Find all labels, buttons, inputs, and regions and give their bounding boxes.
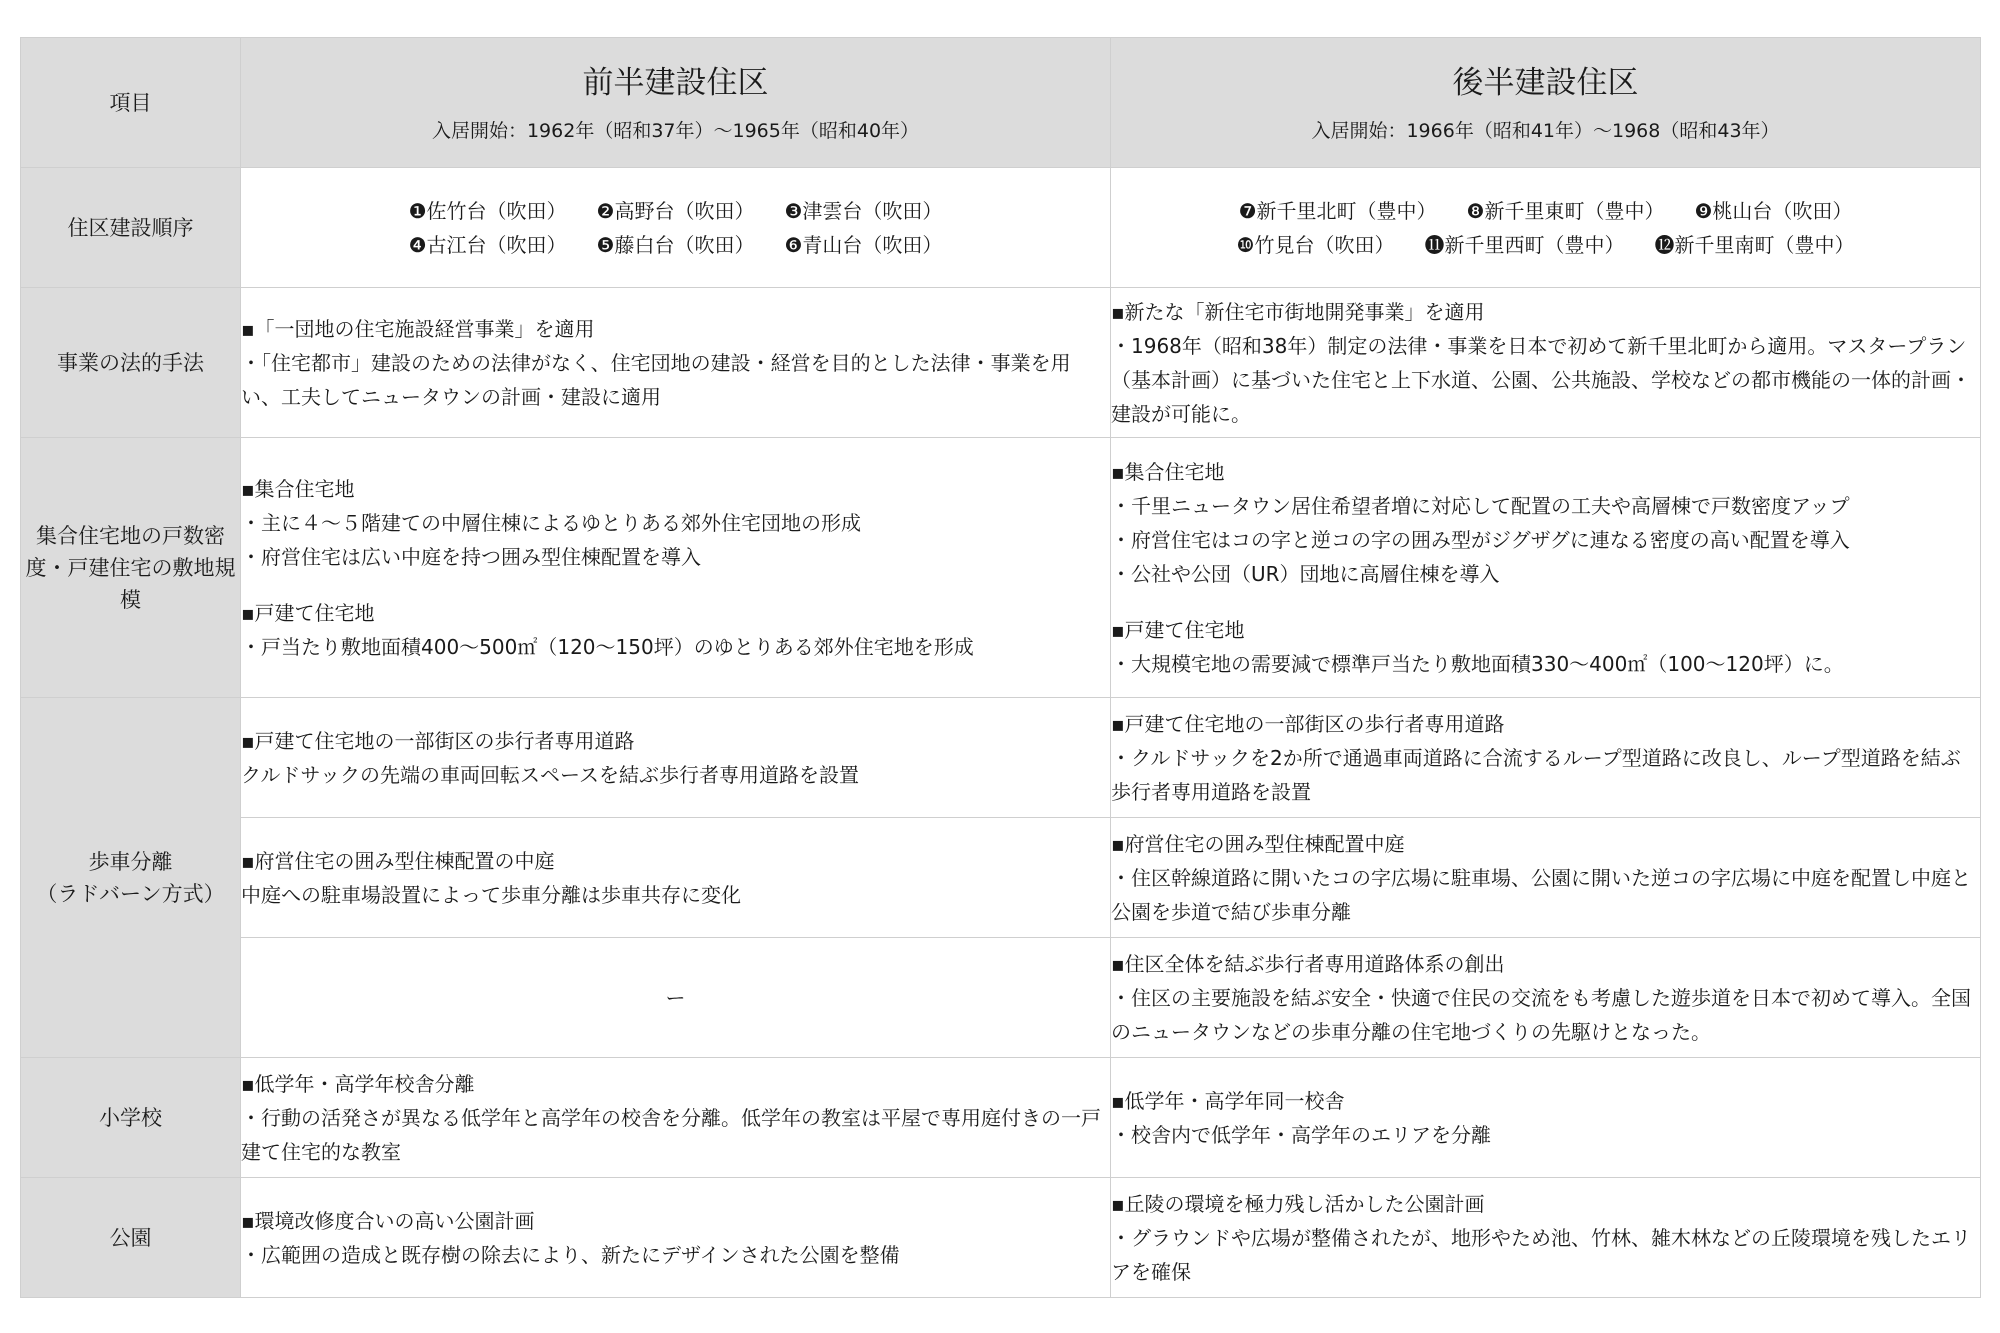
separation2-late-heading: ▪府営住宅の囲み型住棟配置中庭 bbox=[1111, 831, 1405, 856]
park-label bbox=[21, 1178, 241, 1298]
order-early-line1 bbox=[241, 194, 1110, 228]
school-early-text: ・行動の活発さが異なる低学年と高学年の校舎を分離。低学年の教室は平屋で専用庭付きの一戸建て住宅的な教室 bbox=[241, 1105, 1101, 1164]
legal-late-text: ・1968年（昭和38年）制定の法律・事業を日本で初めて新千里北町から適用。マスタープラン（基本計画）に基づいた住宅と上下水道、公園、公共施設、学校などの都市機能の一体的計画・建設が可能に。 bbox=[1111, 333, 1971, 426]
order-label bbox=[21, 168, 241, 288]
spacer bbox=[241, 574, 1110, 596]
separation3-late-cell bbox=[1111, 938, 1981, 1058]
separation-row-2 bbox=[21, 818, 1981, 938]
school-late-text: ・校舎内で低学年・高学年のエリアを分離 bbox=[1111, 1122, 1491, 1147]
density-early-heading2: ▪戸建て住宅地 bbox=[241, 600, 375, 625]
order-late-cell bbox=[1111, 168, 1981, 288]
park-late-text: ・グラウンドや広場が整備されたが、地形やため池、竹林、雑木林などの丘陵環境を残したエリアを確保 bbox=[1111, 1225, 1971, 1284]
order-row bbox=[21, 168, 1981, 288]
density-early-text1: ・主に４〜５階建ての中層住棟によるゆとりある郊外住宅団地の形成 bbox=[241, 510, 861, 535]
density-late-cell bbox=[1111, 438, 1981, 698]
late-column-header bbox=[1111, 38, 1981, 168]
separation-row-3 bbox=[21, 938, 1981, 1058]
order-early-line2 bbox=[241, 228, 1110, 262]
separation1-early-text: クルドサックの先端の車両回転スペースを結ぶ歩行者専用道路を設置 bbox=[241, 762, 859, 787]
density-row bbox=[21, 438, 1981, 698]
order-label-text: 住区建設順序 bbox=[67, 215, 194, 240]
school-early-cell bbox=[241, 1058, 1111, 1178]
park-row bbox=[21, 1178, 1981, 1298]
district-9: ❾桃山台（吹田） bbox=[1694, 198, 1853, 223]
separation1-late-cell bbox=[1111, 698, 1981, 818]
item-header-text: 項目 bbox=[109, 90, 152, 115]
district-10: ❿竹見台（吹田） bbox=[1236, 232, 1395, 257]
order-late-line2 bbox=[1111, 228, 1980, 262]
district-4: ❹古江台（吹田） bbox=[408, 232, 567, 257]
separation3-early-cell bbox=[241, 938, 1111, 1058]
legal-late-heading: ▪新たな「新住宅市街地開発事業」を適用 bbox=[1111, 299, 1485, 324]
legal-label bbox=[21, 288, 241, 438]
header-row bbox=[21, 38, 1981, 168]
density-early-text2: ・府営住宅は広い中庭を持つ囲み型住棟配置を導入 bbox=[241, 544, 701, 569]
school-late-heading: ▪低学年・高学年同一校舎 bbox=[1111, 1088, 1345, 1113]
separation1-early-heading: ▪戸建て住宅地の一部街区の歩行者専用道路 bbox=[241, 728, 635, 753]
density-early-text3: ・戸当たり敷地面積400〜500㎡（120〜150坪）のゆとりある郊外住宅地を形成 bbox=[241, 634, 974, 659]
density-late-text2: ・府営住宅はコの字と逆コの字の囲み型がジグザグに連なる密度の高い配置を導入 bbox=[1111, 527, 1850, 552]
park-early-cell bbox=[241, 1178, 1111, 1298]
district-1: ❶佐竹台（吹田） bbox=[408, 198, 567, 223]
spacer bbox=[1111, 591, 1980, 613]
district-8: ❽新千里東町（豊中） bbox=[1466, 198, 1665, 223]
separation2-late-cell bbox=[1111, 818, 1981, 938]
early-column-header bbox=[241, 38, 1111, 168]
district-3: ❸津雲台（吹田） bbox=[784, 198, 943, 223]
density-early-cell bbox=[241, 438, 1111, 698]
separation3-late-text: ・住区の主要施設を結ぶ安全・快適で住民の交流をも考慮した遊歩道を日本で初めて導入。全国のニュータウンなどの歩車分離の住宅地づくりの先駆けとなった。 bbox=[1111, 985, 1971, 1044]
density-late-heading2: ▪戸建て住宅地 bbox=[1111, 617, 1245, 642]
park-late-heading: ▪丘陵の環境を極力残し活かした公園計画 bbox=[1111, 1191, 1485, 1216]
density-late-text4: ・大規模宅地の需要減で標準戸当たり敷地面積330〜400㎡（100〜120坪）に。 bbox=[1111, 651, 1844, 676]
separation-label bbox=[21, 698, 241, 1058]
early-period: 入居開始：1962年（昭和37年）〜1965年（昭和40年） bbox=[431, 119, 920, 142]
district-7: ❼新千里北町（豊中） bbox=[1238, 198, 1437, 223]
school-label-text: 小学校 bbox=[99, 1105, 162, 1130]
density-early-heading1: ▪集合住宅地 bbox=[241, 476, 355, 501]
comparison-table bbox=[20, 37, 1981, 1298]
park-late-cell bbox=[1111, 1178, 1981, 1298]
item-header bbox=[21, 38, 241, 168]
separation1-late-heading: ▪戸建て住宅地の一部街区の歩行者専用道路 bbox=[1111, 711, 1505, 736]
legal-early-heading: ▪「一団地の住宅施設経営事業」を適用 bbox=[241, 316, 595, 341]
park-label-text: 公園 bbox=[109, 1225, 152, 1250]
density-late-heading1: ▪集合住宅地 bbox=[1111, 459, 1225, 484]
separation-label-line1: 歩車分離 bbox=[88, 849, 173, 874]
order-late-line1 bbox=[1111, 194, 1980, 228]
separation2-early-text: 中庭への駐車場設置によって歩車分離は歩車共存に変化 bbox=[241, 882, 741, 907]
empty-dash: ー bbox=[665, 985, 686, 1010]
density-late-text3: ・公社や公団（UR）団地に高層住棟を導入 bbox=[1111, 561, 1500, 586]
separation2-early-heading: ▪府営住宅の囲み型住棟配置の中庭 bbox=[241, 848, 555, 873]
school-row bbox=[21, 1058, 1981, 1178]
separation1-late-text: ・クルドサックを2か所で通過車両道路に合流するループ型道路に改良し、ループ型道路を結ぶ歩行者専用道路を設置 bbox=[1111, 745, 1961, 804]
separation1-early-cell bbox=[241, 698, 1111, 818]
park-early-heading: ▪環境改修度合いの高い公園計画 bbox=[241, 1208, 535, 1233]
separation-label-line2: （ラドバーン方式） bbox=[36, 881, 225, 906]
school-early-heading: ▪低学年・高学年校舎分離 bbox=[241, 1071, 475, 1096]
late-period: 入居開始：1966年（昭和41年）〜1968（昭和43年） bbox=[1311, 119, 1780, 142]
district-5: ❺藤白台（吹田） bbox=[596, 232, 755, 257]
late-title: 後半建設住区 bbox=[1452, 64, 1639, 101]
legal-early-text: ・「住宅都市」建設のための法律がなく、住宅団地の建設・経営を目的とした法律・事業を用い、工夫してニュータウンの計画・建設に適用 bbox=[241, 350, 1071, 409]
district-2: ❷高野台（吹田） bbox=[596, 198, 755, 223]
separation2-early-cell bbox=[241, 818, 1111, 938]
legal-late-cell bbox=[1111, 288, 1981, 438]
district-12: ⓬新千里南町（豊中） bbox=[1654, 232, 1855, 257]
early-title: 前半建設住区 bbox=[582, 64, 769, 101]
separation2-late-text: ・住区幹線道路に開いたコの字広場に駐車場、公園に開いた逆コの字広場に中庭を配置し中庭と公園を歩道で結び歩車分離 bbox=[1111, 865, 1971, 924]
legal-row bbox=[21, 288, 1981, 438]
legal-early-cell bbox=[241, 288, 1111, 438]
school-label bbox=[21, 1058, 241, 1178]
separation3-late-heading: ▪住区全体を結ぶ歩行者専用道路体系の創出 bbox=[1111, 951, 1505, 976]
order-early-cell bbox=[241, 168, 1111, 288]
school-late-cell bbox=[1111, 1058, 1981, 1178]
density-late-text1: ・千里ニュータウン居住希望者増に対応して配置の工夫や高層棟で戸数密度アップ bbox=[1111, 493, 1850, 518]
legal-label-text: 事業の法的手法 bbox=[57, 350, 204, 375]
density-label bbox=[21, 438, 241, 698]
density-label-text: 集合住宅地の戸数密度・戸建住宅の敷地規模 bbox=[25, 523, 236, 612]
park-early-text: ・広範囲の造成と既存樹の除去により、新たにデザインされた公園を整備 bbox=[241, 1242, 900, 1267]
separation-row-1 bbox=[21, 698, 1981, 818]
district-6: ❻青山台（吹田） bbox=[784, 232, 943, 257]
district-11: ⓫新千里西町（豊中） bbox=[1424, 232, 1625, 257]
